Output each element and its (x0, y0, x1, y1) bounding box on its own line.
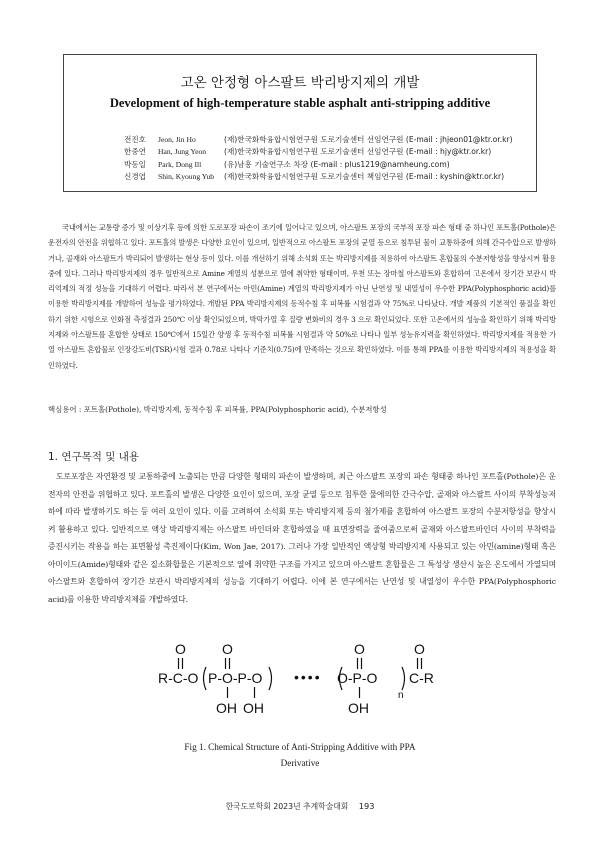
author-row (124, 146, 513, 158)
abstract: 국내에서는 교통량 증가 및 이상기후 등에 의한 도로포장 파손이 조기에 일어나고 있으며, 아스팔트 포장의 국부적 포장 파손 형태 중 하나인 포트홀(Pothole)은 운전자의 안전을 위협하고 있다. 포트홀의 발생은 다양한 요인이 있으며, 일반적으로 아스팔트 포장의 균열 등으로 침투된 물이 교통하중에 의해 간극수압으로 발생하거나, 골재와 아스팔트가 박리되어 발생하는 현상 등이 있다. 이를 개선하기 위해 소석회 또는 박리방지제를 적용하여 아스팔트 혼합물의 수분저항성을 향상시켜 활용 중에 있다. 그러나 박리방지제의 경우 일반적으로 Amine 계열의 성분으로 열에 취약한 형태이며, 우천 또는 장마철 아스팔트와 혼합하여 고온에서 장기간 보관시 박리억제의 적정 성능을 기대하기 어렵다. 따라서 본 연구에서는 아민(Amine) 계열의 박리방지제가 아닌 난연성 및 내열성이 우수한 PPA(Polyphosphoric acid)를 이용한 박리방지제를 개발하여 성능을 평가하였다. 개발된 PPA 박리방지제의 동적수침 후 피복률 시험결과 약 75%로 나타났다. 개발 제품의 기본적인 품질을 확인하기 위한 시험으로 인화점 측정결과 250℃ 이상 확인되었으며, 박막가열 후 질량 변화비의 경우 3 으로 확인되었다. 또한 고온에서의 성능을 확인하기 위해 박리방지제와 아스팔트를 혼합한 상태로 150℃에서 15일간 양생 후 동적수침 피복률 시험결과 약 50%로 나타나 일부 성능유지력을 확인하였다. 박리방지제를 적용한 가열 아스팔트 혼합물로 인장강도비(TSR)시험 결과 0.78로 나타나 기준치(0.75)에 만족하는 것으로 확인하였다. 이를 통해 PPA를 이용한 박리방지제의 적용성을 확인하였다. (48, 223, 556, 370)
author-affiliation: (재)한국화학융합시험연구원 도로기술센터 책임연구원 (E-mail : kyshin@ktr.or.kr) (224, 172, 505, 182)
oxygen-atom: O (414, 641, 425, 657)
oxygen-atom: O (175, 641, 186, 657)
chain-c-r: C-R (409, 670, 434, 686)
oxygen-atom: O (222, 641, 233, 657)
figure-caption (150, 740, 450, 771)
double-bond-lines (179, 658, 422, 669)
author-name-en: Jeon, Jin Ho (158, 135, 196, 144)
hydroxyl-group: OH (348, 700, 369, 716)
subscript-n: n (398, 690, 404, 701)
author-affiliation: (재)한국화학융합시험연구원 도로기술센터 선임연구원 (E-mail : jhjeon01@ktr.or.kr) (224, 135, 513, 144)
body-paragraph: 도로포장은 자연환경 및 교통하중에 노출되는 만큼 다양한 형태의 파손이 발생하며, 최근 아스팔트 포장의 파손 형태중 하나인 포트홀(Pothole)은 운전자의 안전을 위협하고 있다. 포트홀의 발생은 다양한 요인이 있으며, 포장 균열 등으로 침투한 물에의한 간극수압, 골재와 아스팔트 사이의 부착성능저하에 따라 발생하기도 하는 등 여러 요인이 있다. 이를 고려하여 소석회 또는 박리방지제 등의 첨가제를 혼합하여 아스팔트 포장의 수분저항성을 향상시켜 활용하고 있다. 일반적으로 액상 박리방지제는 아스팔트 바인더와 혼합하였을 때 표면장력을 줄여줌으로써 골재와 아스팔트바인더 사이의 부착력을 증진시키는 작용을 하는 표면활성 촉진제이다(Kim, Won Jae, 2017). 그러나 가장 일반적인 액상형 박리방지제 사용되고 있는 아민(amine)형태 혹은 아미이드(Amide)형태와 같은 질소화합물은 기본적으로 열에 취약한 구조를 가지고 있으며 아스팔트 혼합물은 그 특성상 생산시 높은 온도에서 가열되며 아스팔트와 혼합하여 장기간 보관시 박리방지제의 성능을 기대하기 어렵다. 이에 본 연구에서는 난연성 및 내열성이 우수한 PPA(Polyphosphoric acid)를 이용한 박리방지제를 개발하였다. (48, 472, 556, 604)
author-row (124, 171, 513, 183)
author-affiliation: (유)남흥 기술연구소 차장 (E-mail : plus1219@namheung.com) (224, 159, 450, 169)
chemical-structure-figure (154, 636, 450, 726)
chain-r-c-o: R-C-O (158, 670, 199, 686)
author-name-ko: 한중연 (124, 147, 147, 157)
author-list (124, 134, 513, 184)
chemical-structure-svg (154, 636, 450, 726)
bracket-open (204, 667, 207, 690)
single-bond-lines (228, 687, 360, 698)
author-name-en: Park, Dong Ill (158, 159, 202, 169)
paper-title-en: Development of high-temperature stable asphalt anti-stripping additive (109, 96, 491, 110)
author-name-ko: 박동일 (124, 159, 147, 169)
page-number: 193 (358, 801, 375, 811)
figure-caption-line1: Fig 1. Chemical Structure of Anti-Stripping Additive with PPA (184, 742, 416, 752)
page-footer (0, 801, 600, 812)
author-name-ko: 신경엽 (124, 172, 147, 182)
author-name-en: Han, Jung Yeon (158, 147, 207, 157)
bracket-close (402, 667, 405, 690)
paper-title-ko: 고온 안정형 아스팔트 박리방지제의 개발 (180, 75, 420, 91)
author-name-ko: 전진호 (124, 135, 147, 144)
section-title: 1. 연구목적 및 내용 (48, 451, 140, 463)
footer-conference: 한국도로학회 2023년 추계학술대회 (225, 802, 349, 811)
repeat-unit-left: P-O-P-O (208, 670, 263, 686)
author-name-en: Shin, Kyoung Yub (158, 172, 215, 182)
oxygen-atom: O (354, 641, 365, 657)
keywords: 핵심용어 : 포트홀(Pothole), 박리방지제, 동적수침 후 피복률, PPA(Polyphosphoric acid), 수분저항성 (48, 405, 387, 414)
author-row (124, 134, 513, 146)
bracket-close (269, 667, 272, 690)
hydroxyl-group: OH (216, 700, 237, 716)
hydroxyl-group: OH (243, 700, 264, 716)
repeat-unit-right: O-P-O (337, 670, 378, 686)
author-affiliation: (재)한국화학융합시험연구원 도로기술센터 선임연구원 (E-mail : hjy@ktr.or.kr) (224, 147, 492, 157)
continuation-dots: •••• (294, 669, 322, 685)
title-box (63, 54, 537, 192)
figure-caption-line2: Derivative (280, 757, 320, 768)
author-row (124, 159, 513, 171)
